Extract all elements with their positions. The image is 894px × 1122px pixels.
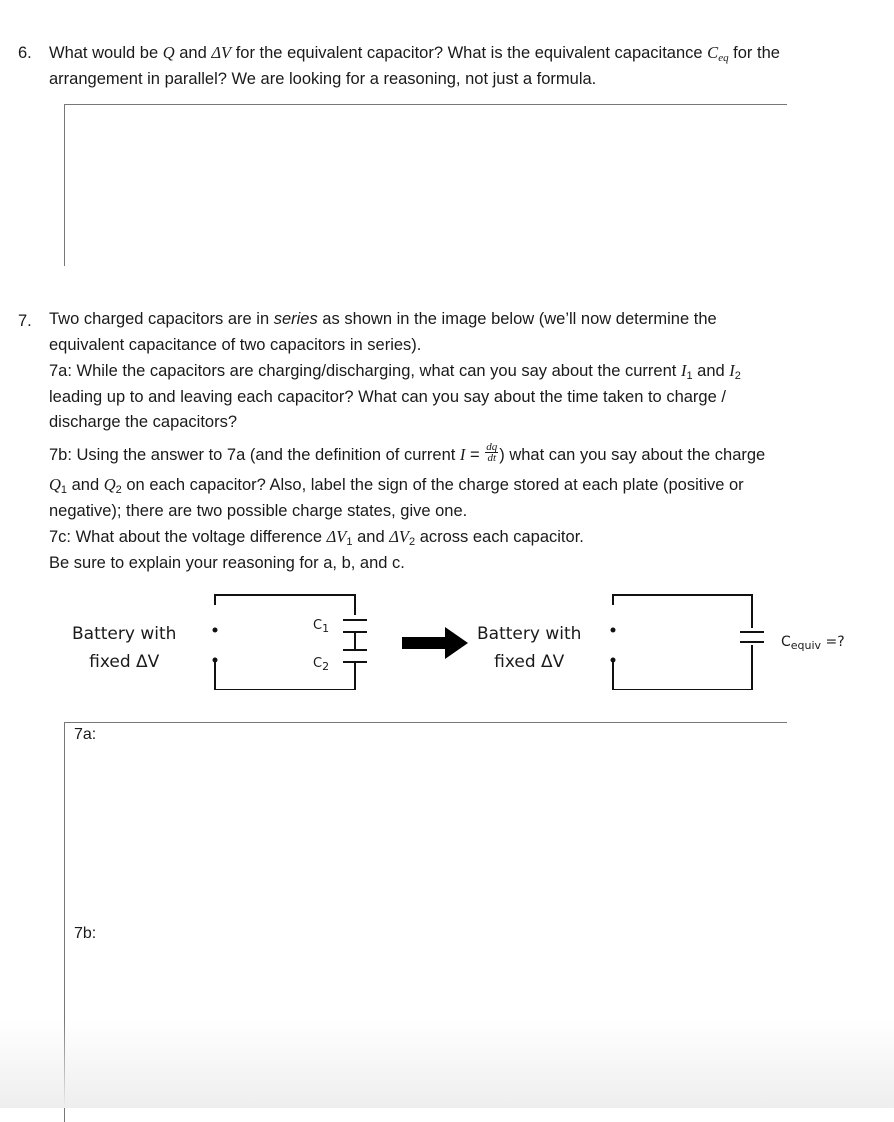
- q7a-line-3: discharge the capacitors?: [49, 413, 238, 431]
- q7-line-1: Two charged capacitors are in series as shown in the image below (we’ll now determine the: [49, 310, 717, 328]
- answer-7b-label: 7b:: [74, 925, 97, 942]
- dq-dt-fraction: $\frac{dq}{dt}$: [486, 440, 498, 464]
- series-bottom-wire: [215, 662, 355, 690]
- battery-label-2: Battery with fixed ΔV: [477, 624, 582, 672]
- q7a-line-1: 7a: While the capacitors are charging/discharging, what can you say about the current $I_1$ and $I_2$: [49, 361, 741, 382]
- q6-text: [49, 40, 780, 92]
- q7b-line-1: 7b: Using the answer to 7a (and the definition of current I = $\frac{dq}{dt}$ ) what can you say about the charge: [49, 440, 766, 464]
- arrow-right-icon: [402, 627, 468, 659]
- equiv-bottom-wire: [613, 645, 752, 690]
- battery-terminal-top: [213, 628, 218, 633]
- cequiv-label: $C_{equiv}$ =?: [781, 634, 845, 652]
- c2-label: $C_2$: [313, 656, 330, 673]
- q6-number: 6.: [18, 44, 32, 62]
- q7-number: 7.: [18, 312, 32, 330]
- battery-label: Battery with fixed ΔV: [72, 624, 177, 672]
- battery2-terminal-bottom: [611, 658, 616, 663]
- c1-label: $C_1$: [313, 618, 330, 635]
- battery-terminal-bottom: [213, 658, 218, 663]
- equivalent-circuit: [613, 595, 764, 690]
- equiv-top-wire: [613, 595, 752, 628]
- series-circuit: [215, 595, 367, 690]
- q6-line-1: What would be Q and ΔV for the equivalent capacitor? What is the equivalent capacitance $C_{eq}$ for the: [49, 43, 780, 64]
- q6-answer-box[interactable]: [64, 104, 787, 266]
- q7a-line-2: leading up to and leaving each capacitor? What can you say about the time taken to charge /: [49, 387, 726, 406]
- series-top-wire: [215, 595, 355, 615]
- q7c-line-1: 7c: What about the voltage difference $\Delta V_1$ and $\Delta V_2$ across each capacitor.: [49, 527, 584, 548]
- q7-closing-line: Be sure to explain your reasoning for a, b, and c.: [49, 553, 405, 572]
- q7b-line-3: negative); there are two possible charge states, give one.: [49, 501, 468, 520]
- q7-text: [49, 307, 765, 576]
- q6-line-2: arrangement in parallel? We are looking for a reasoning, not just a formula.: [49, 69, 597, 88]
- answer-7a-label: 7a:: [74, 726, 97, 743]
- q7-line-2: equivalent capacitance of two capacitors in series).: [49, 335, 422, 354]
- q7b-line-2: $Q_1$ and $Q_2$ on each capacitor? Also, label the sign of the charge stored at each plate (positive or: [49, 475, 744, 496]
- battery2-terminal-top: [611, 628, 616, 633]
- bottom-fade: [0, 1020, 894, 1108]
